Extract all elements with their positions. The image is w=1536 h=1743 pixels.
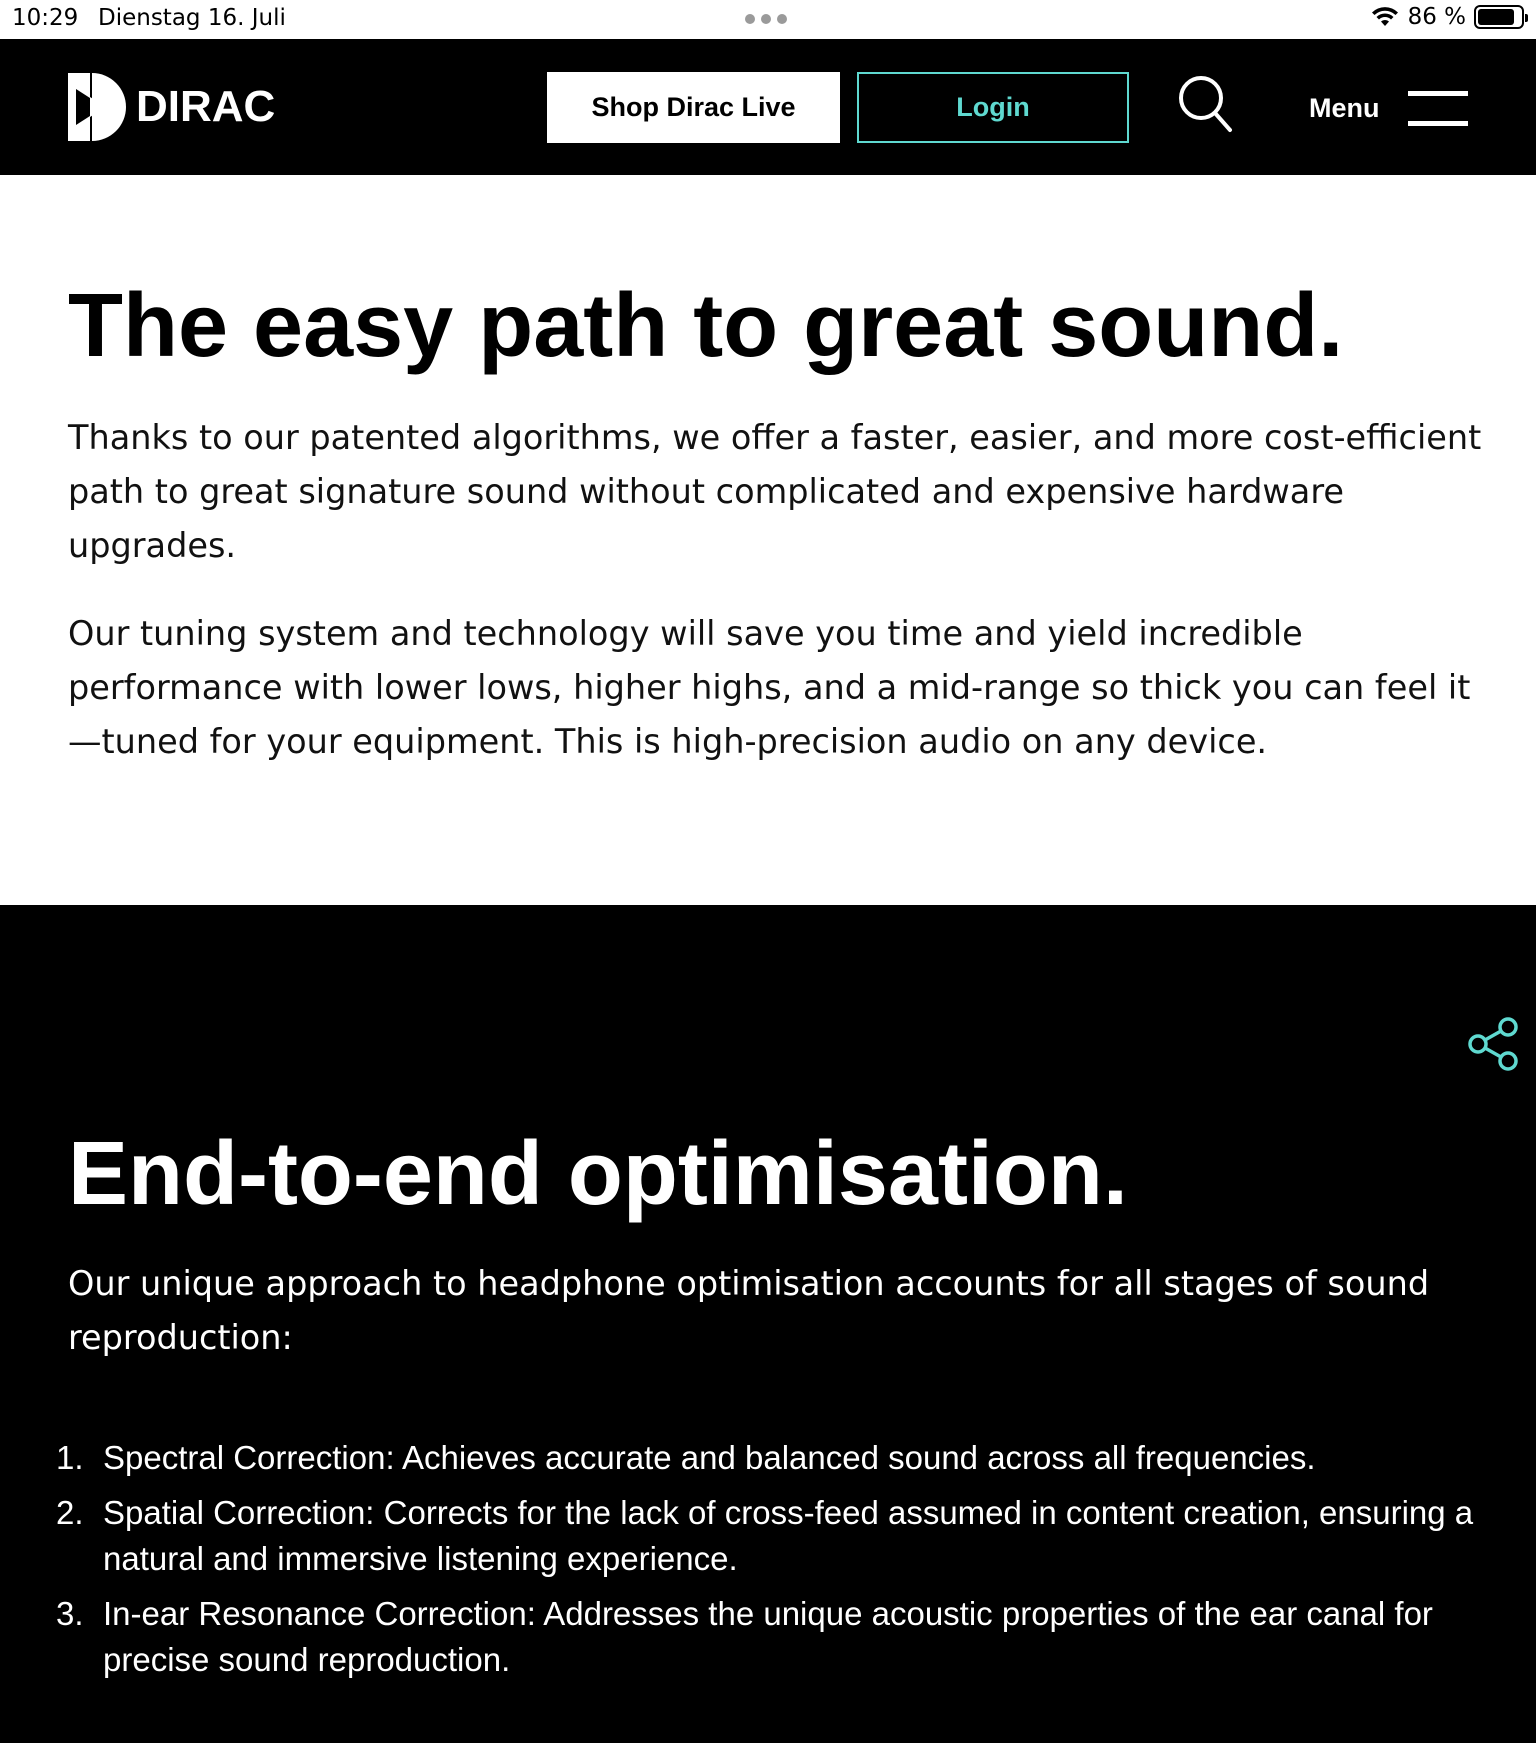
wifi-icon xyxy=(1370,6,1400,28)
multitasking-dots-icon[interactable] xyxy=(745,14,787,24)
status-bar xyxy=(0,0,1536,39)
shop-dirac-live-button[interactable]: Shop Dirac Live xyxy=(547,72,840,143)
site-header xyxy=(0,39,1536,175)
logo-text: DIRAC xyxy=(136,82,276,131)
intro-section xyxy=(0,175,1536,905)
list-item-text: Spatial Correction: Corrects for the lack of cross-feed assumed in content creation, ensuring a natural and immersive listening experience. xyxy=(103,1494,1474,1577)
list-item xyxy=(56,1591,1486,1683)
menu-button[interactable] xyxy=(1309,89,1468,127)
list-item-text: Spectral Correction: Achieves accurate and balanced sound across all frequencies. xyxy=(103,1439,1316,1476)
list-item-number: 2. xyxy=(56,1494,84,1531)
dirac-logo-mark-icon xyxy=(68,73,126,141)
optimisation-paragraph: Our unique approach to headphone optimisation accounts for all stages of sound reproduction: xyxy=(68,1264,1430,1357)
intro-paragraph-1: Thanks to our patented algorithms, we offer a faster, easier, and more cost-efficient path to great signature sound without complicated and expensive hardware upgrades. xyxy=(68,418,1482,565)
list-item-number: 1. xyxy=(56,1439,84,1476)
battery-percent: 86 % xyxy=(1407,4,1466,30)
list-item-text: In-ear Resonance Correction: Addresses the unique acoustic properties of the ear canal for precise sound reproduction. xyxy=(103,1595,1433,1678)
hamburger-icon xyxy=(1408,89,1468,127)
search-button[interactable] xyxy=(1178,75,1234,135)
share-icon xyxy=(1467,1017,1519,1071)
search-icon xyxy=(1178,75,1234,135)
intro-paragraph-2: Our tuning system and technology will save you time and yield incredible performance with lower lows, higher highs, and a mid-range so thick you can feel it—tuned for your equipment. This is high-precision audio on any device. xyxy=(68,614,1471,761)
status-date: Dienstag 16. Juli xyxy=(98,5,286,31)
login-button[interactable]: Login xyxy=(857,72,1129,143)
intro-title: The easy path to great sound. xyxy=(68,276,1344,376)
list-item-number: 3. xyxy=(56,1595,84,1632)
dirac-logo[interactable] xyxy=(68,73,275,141)
list-item xyxy=(56,1435,1486,1481)
share-button[interactable] xyxy=(1467,1017,1519,1071)
optimisation-section xyxy=(0,905,1536,1743)
battery-icon xyxy=(1474,5,1524,29)
correction-list xyxy=(56,1435,1486,1692)
list-item xyxy=(56,1490,1486,1582)
status-indicators xyxy=(1370,4,1524,30)
optimisation-title: End-to-end optimisation. xyxy=(68,1124,1128,1224)
menu-label: Menu xyxy=(1309,92,1380,123)
status-time: 10:29 xyxy=(12,5,79,31)
